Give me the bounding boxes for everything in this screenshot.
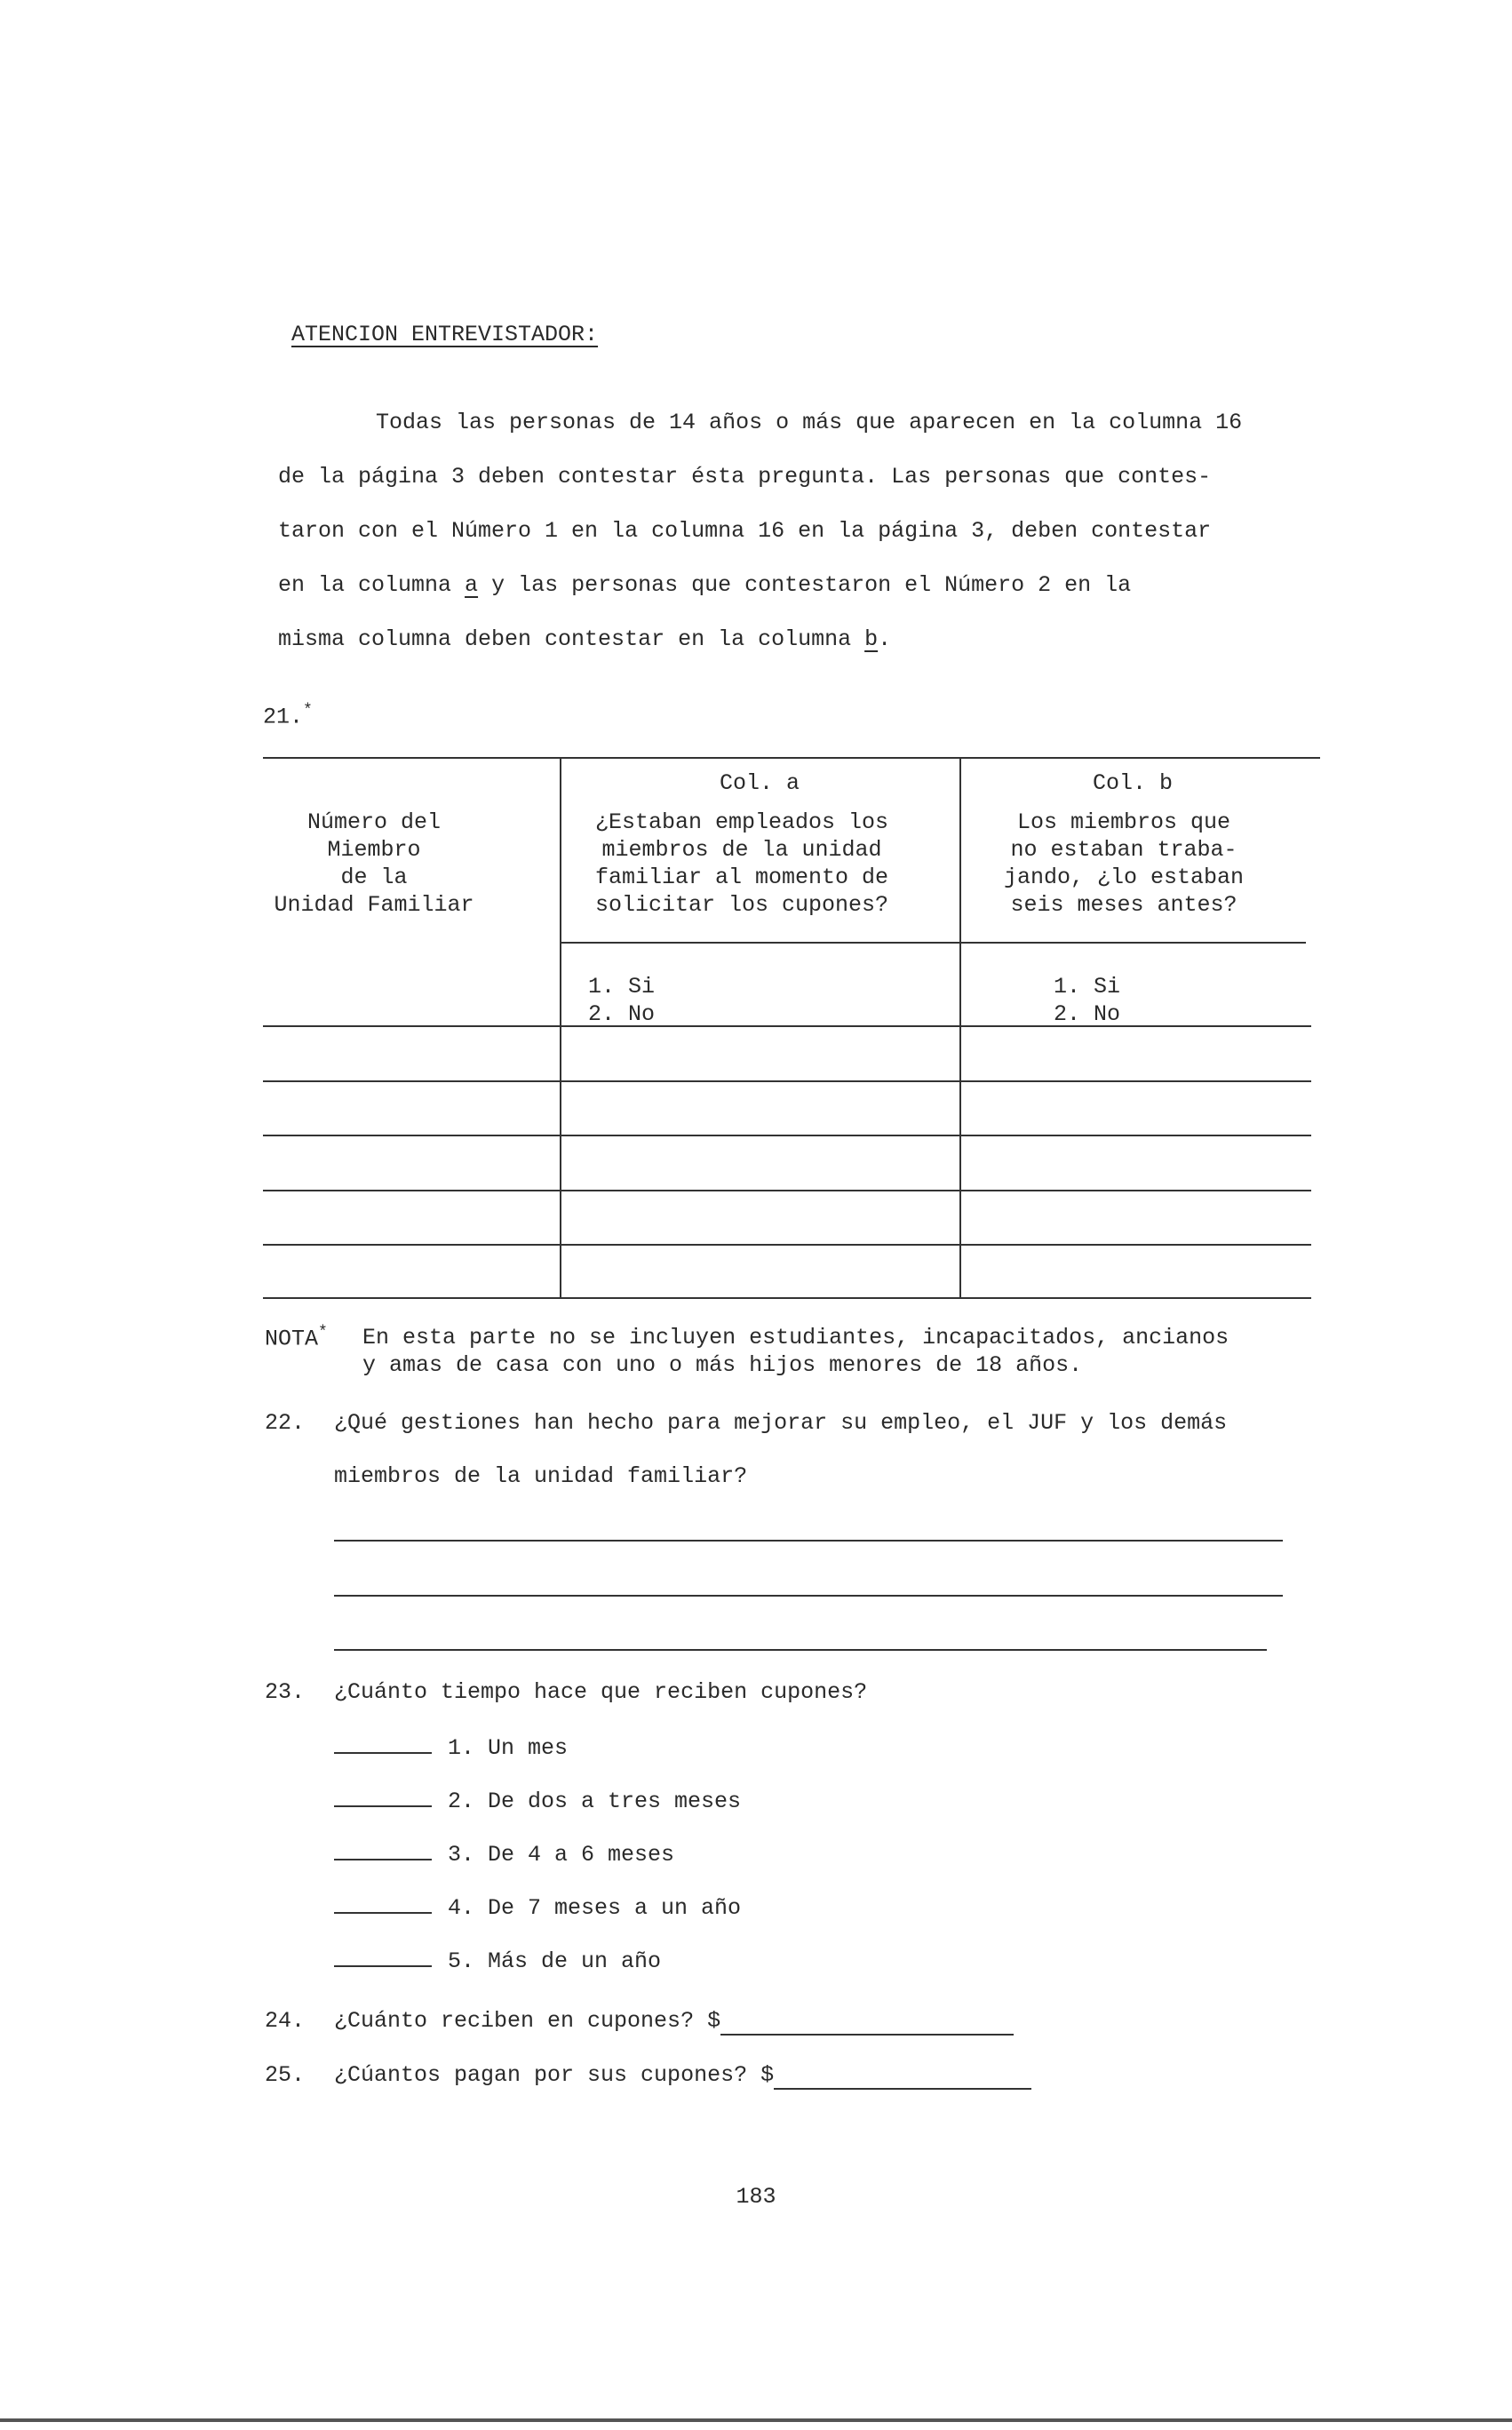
note-label: NOTA*: [265, 1324, 328, 1352]
header-bottom-rule: [560, 942, 1306, 944]
q22-answer-line[interactable]: [334, 1649, 1267, 1651]
table-row-rule: [263, 1190, 1311, 1191]
question-23-options: [334, 1722, 741, 1988]
option-blank[interactable]: [334, 1946, 432, 1967]
option-item[interactable]: 3. De 4 a 6 meses: [334, 1828, 741, 1882]
para-line-5: misma columna deben contestar en la columna b.: [278, 626, 892, 652]
page-bottom-edge: [0, 2418, 1512, 2422]
col-b-options: 1. Si 2. No: [1054, 974, 1121, 1027]
option-item[interactable]: 4. De 7 meses a un año: [334, 1882, 741, 1935]
para-line-4: en la columna a y las personas que contestaron el Número 2 en la: [278, 572, 1132, 598]
col-a-question: ¿Estaban empleados los miembros de la unidad familiar al momento de solicitar los cupones?: [594, 809, 889, 918]
table-row-rule: [263, 1025, 1311, 1027]
question-22-number: 22.: [265, 1410, 306, 1436]
q22-answer-line[interactable]: [334, 1540, 1283, 1542]
para-line-1: Todas las personas de 14 años o más que aparecen en la columna 16: [376, 410, 1243, 435]
q24-amount-blank[interactable]: [720, 2008, 1014, 2036]
option-blank[interactable]: [334, 1733, 432, 1754]
question-22-text: ¿Qué gestiones han hecho para mejorar su empleo, el JUF y los demás miembros de la unidad familiar?: [334, 1410, 1228, 1489]
q25-amount-blank[interactable]: [774, 2062, 1031, 2090]
option-item[interactable]: 2. De dos a tres meses: [334, 1775, 741, 1828]
employment-table: [263, 757, 1320, 1299]
question-24-number: 24.: [265, 2008, 306, 2034]
table-row-rule: [263, 1244, 1311, 1246]
option-blank[interactable]: [334, 1786, 432, 1807]
col-b-title: Col. b: [1092, 770, 1173, 796]
option-item[interactable]: 1. Un mes: [334, 1722, 741, 1775]
q22-answer-line[interactable]: [334, 1595, 1283, 1597]
option-blank[interactable]: [334, 1892, 432, 1914]
table-top-rule: [263, 757, 1320, 759]
col-a-options: 1. Si 2. No: [588, 974, 656, 1027]
question-25-number: 25.: [265, 2062, 306, 2088]
page-number: 183: [736, 2184, 776, 2210]
table-row-rule: [263, 1135, 1311, 1136]
para-line-3: taron con el Número 1 en la columna 16 en la página 3, deben contestar: [278, 518, 1212, 544]
question-25-text: ¿Cúantos pagan por sus cupones? $: [334, 2062, 1031, 2090]
question-21-number: 21.*: [263, 702, 313, 730]
option-item[interactable]: 5. Más de un año: [334, 1935, 741, 1988]
option-blank[interactable]: [334, 1839, 432, 1860]
instructions-paragraph: [278, 395, 1309, 666]
table-row-rule: [263, 1080, 1311, 1082]
question-24-text: ¿Cuánto reciben en cupones? $: [334, 2008, 1014, 2036]
table-bottom-rule: [263, 1297, 1311, 1299]
member-number-header: Número del Miembro de la Unidad Familiar: [274, 809, 474, 918]
note-text: En esta parte no se incluyen estudiantes, incapacitados, ancianos y amas de casa con uno o más hijos menores de 18 años.: [362, 1325, 1229, 1378]
question-23-number: 23.: [265, 1679, 306, 1705]
col-a-title: Col. a: [719, 770, 800, 796]
col-b-question: Los miembros que no estaban traba- jando, ¿lo estaban seis meses antes?: [1003, 809, 1245, 918]
question-23-text: ¿Cuánto tiempo hace que reciben cupones?: [334, 1679, 868, 1705]
attention-heading: ATENCION ENTREVISTADOR:: [291, 322, 599, 347]
para-line-2: de la página 3 deben contestar ésta pregunta. Las personas que contes-: [278, 464, 1212, 490]
